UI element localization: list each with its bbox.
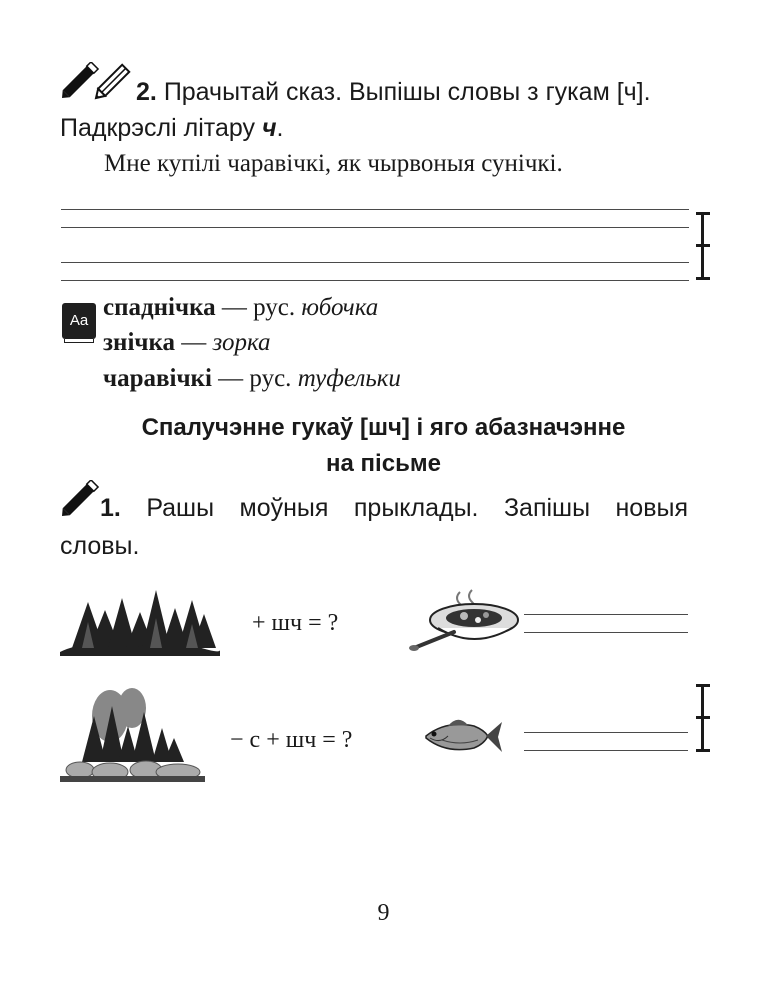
task1-instruction-text: Рашы моўныя прыклады. Запішы новыя — [146, 494, 689, 522]
writing-line[interactable] — [61, 227, 689, 228]
soup-bowl-picture — [408, 588, 520, 656]
vocab-word: знічка — [103, 329, 176, 356]
task1-instruction-line1 — [100, 491, 688, 525]
answer-line[interactable] — [524, 750, 688, 751]
forest-picture — [60, 588, 220, 656]
vocab-word: спаднічка — [103, 294, 216, 321]
writing-line[interactable] — [61, 209, 689, 210]
task2-sentence: Мне купілі чаравічкі, як чырвоныя сунічкі. — [104, 150, 563, 177]
pencil-icon — [60, 480, 100, 518]
answer-line[interactable] — [524, 732, 688, 733]
example1-expression: + шч = ? — [252, 610, 339, 636]
task2-instruction-prefix: Падкрэслі літару — [60, 114, 262, 142]
task2-instruction-suffix: . — [276, 114, 284, 142]
example2-expression: − с + шч = ? — [230, 727, 353, 753]
writing-line[interactable] — [61, 262, 689, 263]
vocab-dash: — — [175, 329, 213, 356]
section-title-line2: на пісьме — [326, 450, 441, 477]
writing-line[interactable] — [61, 280, 689, 281]
fish-picture — [422, 716, 504, 758]
vocab-word: чаравічкі — [103, 365, 212, 392]
task1-instruction-line2: словы. — [60, 532, 140, 560]
vocab-translation: юбочка — [301, 294, 379, 321]
vocab-lang: рус. — [249, 365, 298, 392]
vocab-dash: — — [211, 365, 250, 392]
task1-number: 1. — [100, 494, 121, 522]
line-bracket — [696, 212, 710, 280]
task2-instruction-letter: ч — [261, 114, 277, 142]
section-title-line1: Спалучэнне гукаў [шч] і яго абазначэнне — [141, 414, 626, 441]
vocab-lang: рус. — [253, 294, 302, 321]
task2-instruction-line1 — [136, 75, 651, 109]
pencil-icons — [60, 62, 136, 100]
vocab-translation: туфельки — [297, 365, 401, 392]
pencil-icon — [60, 62, 136, 100]
line-bracket — [696, 684, 710, 752]
task2-instruction-text: Прачытай сказ. Выпішы словы з гукам [ч]. — [163, 78, 651, 106]
vocab-dash: — — [215, 294, 254, 321]
task2-number: 2. — [136, 78, 157, 106]
vocab-entry-2 — [103, 326, 271, 360]
vocab-translation: зорка — [212, 329, 271, 356]
page-number: 9 — [377, 900, 390, 926]
vocab-entry-3 — [103, 362, 401, 396]
answer-line[interactable] — [524, 614, 688, 615]
vocab-entry-1 — [103, 291, 378, 325]
forest-with-rocks-picture — [60, 686, 205, 782]
task2-instruction-line2 — [60, 111, 283, 145]
answer-line[interactable] — [524, 632, 688, 633]
dictionary-icon: Aa — [62, 303, 96, 339]
